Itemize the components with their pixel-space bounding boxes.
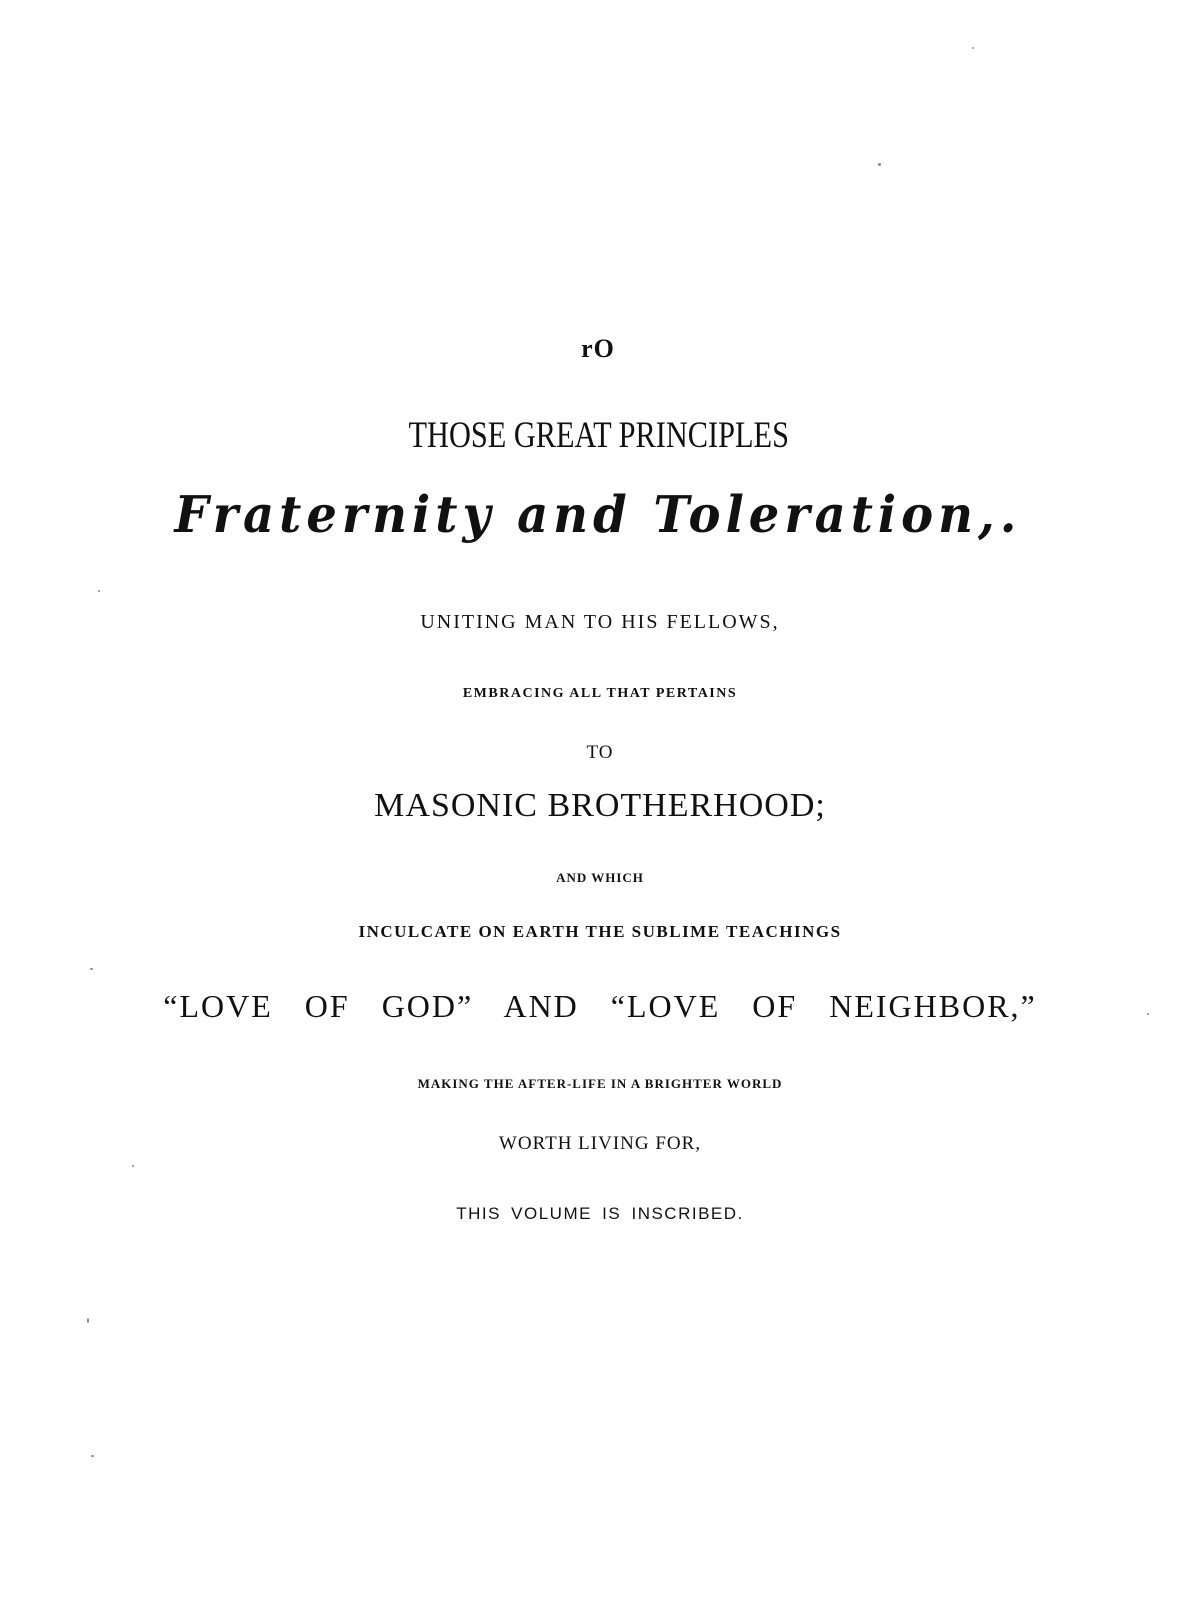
scan-speck (972, 47, 974, 49)
dedication-making: MAKING THE AFTER-LIFE IN A BRIGHTER WORLD (417, 1076, 783, 1091)
dedication-love-line: “LOVE OF GOD” AND “LOVE OF NEIGHBOR,” (163, 988, 1037, 1024)
dedication-to: rO (581, 334, 615, 363)
dedication-inculcate: INCULCATE ON EARTH THE SUBLIME TEACHINGS (358, 922, 842, 941)
scan-speck (90, 968, 93, 970)
dedication-inscribed: THIS VOLUME IS INSCRIBED. (456, 1204, 744, 1223)
dedication-uniting: UNITING MAN TO HIS FELLOWS, (420, 611, 780, 633)
dedication-principles: THOSE GREAT PRINCIPLES (408, 415, 789, 456)
dedication-worth-living: WORTH LIVING FOR, (498, 1133, 702, 1154)
dedication-fraternity-heading: Fraternity and Toleration,. (174, 485, 1022, 545)
dedication-embracing: EMBRACING ALL THAT PERTAINS (462, 686, 738, 701)
scan-speck (132, 1165, 134, 1167)
scan-speck (878, 163, 881, 166)
scan-speck (98, 590, 100, 592)
dedication-to-2: TO (586, 742, 614, 763)
scan-speck (91, 1455, 94, 1457)
dedication-masonic-brotherhood: MASONIC BROTHERHOOD; (374, 787, 826, 824)
dedication-and-which: AND WHICH (556, 870, 644, 885)
scan-speck (1147, 1013, 1149, 1015)
scan-speck (87, 1318, 89, 1323)
